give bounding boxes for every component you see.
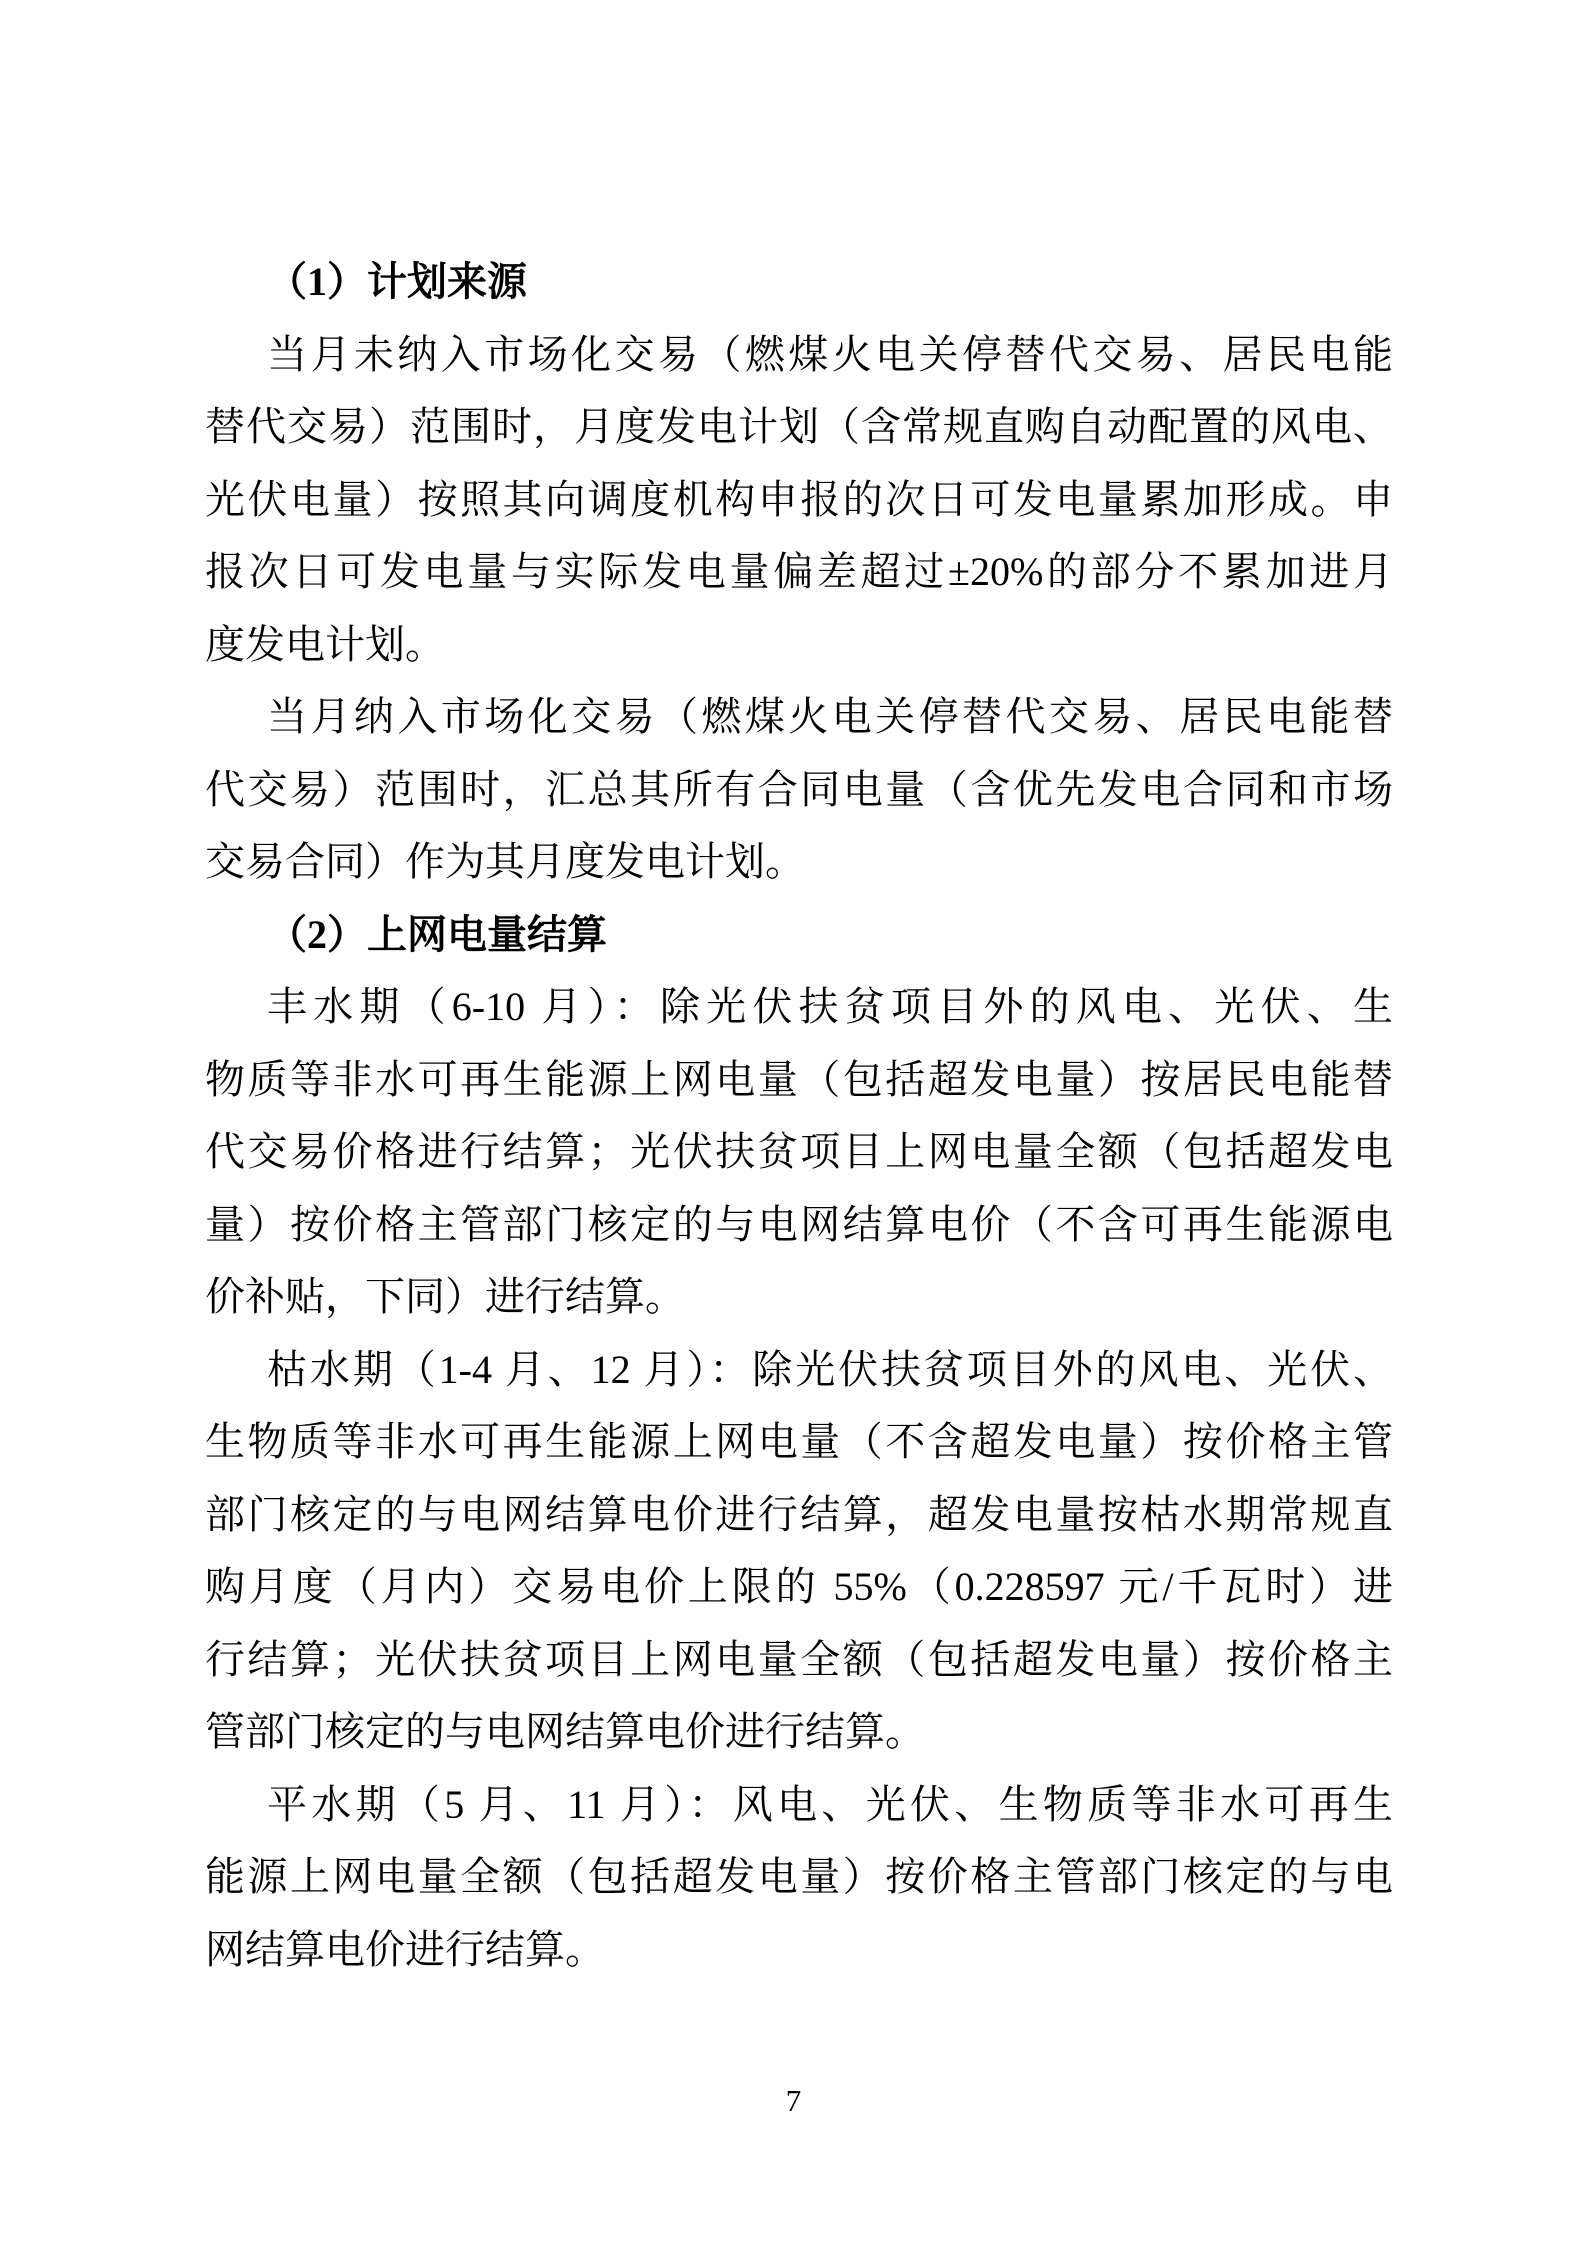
text-line: 枯水期（1-4 月、12 月）：除光伏扶贫项目外的风电、光伏、: [267, 1346, 1393, 1392]
text-line: 代交易）范围时，汇总其所有合同电量（含优先发电合同和市场: [205, 766, 1393, 812]
page-number: 7: [785, 2083, 802, 2118]
text-line: 度发电计划。: [205, 621, 445, 667]
text-line: 平水期（5 月、11 月）：风电、光伏、生物质等非水可再生: [267, 1781, 1393, 1827]
text-line: 量）按价格主管部门核定的与电网结算电价（不含可再生能源电: [205, 1201, 1393, 1247]
text-line: 报次日可发电量与实际发电量偏差超过±20%的部分不累加进月: [205, 549, 1393, 594]
section-heading: （2）上网电量结算: [267, 911, 607, 957]
text-line: 部门核定的与电网结算电价进行结算，超发电量按枯水期常规直: [205, 1491, 1393, 1537]
text-line: 当月纳入市场化交易（燃煤火电关停替代交易、居民电能替: [267, 694, 1393, 739]
text-line: 行结算；光伏扶贫项目上网电量全额（包括超发电量）按价格主: [205, 1636, 1393, 1682]
text-line: 光伏电量）按照其向调度机构申报的次日可发电量累加形成。申: [205, 476, 1393, 522]
text-line: 能源上网电量全额（包括超发电量）按价格主管部门核定的与电: [205, 1854, 1393, 1899]
section-heading: （1）计划来源: [267, 259, 527, 304]
text-line: 当月未纳入市场化交易（燃煤火电关停替代交易、居民电能: [267, 331, 1393, 377]
text-line: 代交易价格进行结算；光伏扶贫项目上网电量全额（包括超发电: [205, 1129, 1393, 1174]
text-line: 价补贴，下同）进行结算。: [205, 1274, 685, 1319]
text-line: 生物质等非水可再生能源上网电量（不含超发电量）按价格主管: [205, 1419, 1393, 1464]
text-line: 购月度（月内）交易电价上限的 55%（0.228597 元/千瓦时）进: [205, 1564, 1393, 1609]
text-line: 物质等非水可再生能源上网电量（包括超发电量）按居民电能替: [205, 1056, 1393, 1102]
text-line: 替代交易）范围时，月度发电计划（含常规直购自动配置的风电、: [205, 404, 1393, 449]
text-line: 管部门核定的与电网结算电价进行结算。: [205, 1709, 925, 1754]
document-body: [205, 246, 1393, 1986]
text-line: 交易合同）作为其月度发电计划。: [205, 839, 805, 884]
text-line: 丰水期（6-10 月）：除光伏扶贫项目外的风电、光伏、生: [267, 984, 1393, 1029]
text-line: 网结算电价进行结算。: [205, 1926, 605, 1972]
